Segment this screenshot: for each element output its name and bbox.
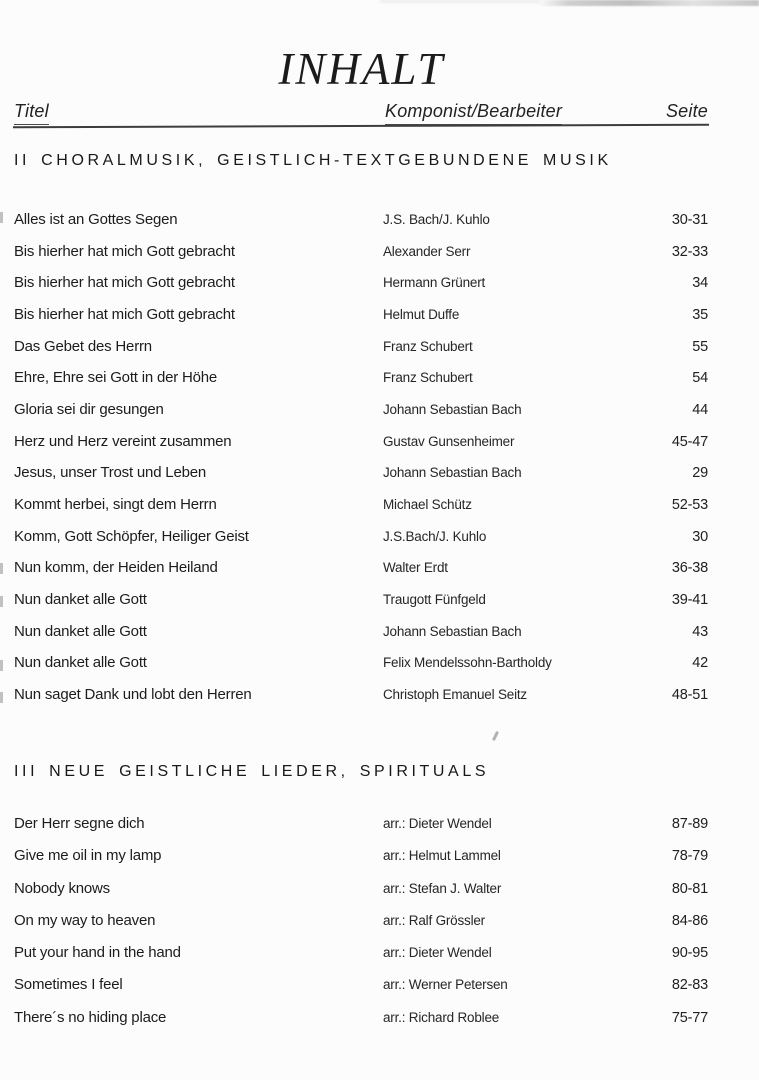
piece-title: Das Gebet des Herrn [14, 337, 152, 355]
composer-arranger: arr.: Richard Roblee [383, 1009, 500, 1025]
composer-arranger: Traugott Fünfgeld [383, 592, 486, 608]
composer-arranger: J.S.Bach/J. Kuhlo [383, 528, 487, 544]
composer-arranger: Franz Schubert [383, 338, 473, 354]
section-heading: II CHORALMUSIK, GEISTLICH-TEXTGEBUNDENE MUSIK [14, 152, 612, 169]
page-numbers: 80-81 [671, 880, 708, 897]
composer-arranger: arr.: Ralf Grössler [383, 912, 485, 928]
composer-arranger: Johann Sebastian Bach [383, 465, 522, 481]
piece-title: Bis hierher hat mich Gott gebracht [14, 274, 235, 292]
table-row [0, 912, 759, 944]
table-row [0, 496, 759, 528]
composer-arranger: Johann Sebastian Bach [383, 402, 522, 418]
page-numbers: 54 [692, 370, 708, 387]
composer-arranger: arr.: Dieter Wendel [383, 816, 492, 831]
scan-speck [492, 731, 499, 741]
piece-title: Nun danket alle Gott [14, 622, 147, 640]
table-row [0, 944, 759, 976]
column-header-seite: Seite [644, 101, 708, 125]
table-row [0, 243, 759, 275]
piece-title: Bis hierher hat mich Gott gebracht [14, 306, 235, 324]
piece-title: Ehre, Ehre sei Gott in der Höhe [14, 369, 218, 387]
piece-title: Jesus, unser Trost und Leben [14, 464, 207, 482]
table-row [0, 847, 759, 879]
table-row [0, 274, 759, 306]
page-numbers: 30 [692, 528, 708, 545]
piece-title: Gloria sei dir gesungen [14, 401, 164, 419]
composer-arranger: Michael Schütz [383, 497, 472, 513]
page-numbers: 48-51 [671, 687, 708, 704]
page-numbers: 42 [692, 655, 708, 672]
table-row [0, 528, 759, 560]
table-row [0, 976, 759, 1008]
column-header-komponist: Komponist/Bearbeiter [385, 101, 562, 125]
piece-title: Sometimes I feel [14, 976, 123, 994]
composer-arranger: Christoph Emanuel Seitz [383, 687, 527, 703]
page-title: INHALT [278, 44, 445, 95]
table-row [0, 1009, 759, 1041]
composer-arranger: arr.: Stefan J. Walter [383, 880, 502, 896]
piece-title: Give me oil in my lamp [14, 847, 162, 865]
page-numbers: 32-33 [671, 243, 708, 260]
table-row [0, 623, 759, 655]
table-row [0, 591, 759, 623]
page-numbers: 87-89 [671, 816, 708, 832]
composer-arranger: arr.: Helmut Lammel [383, 848, 501, 864]
page-numbers: 35 [692, 307, 708, 324]
page-numbers: 78-79 [671, 848, 708, 865]
piece-title: Nun danket alle Gott [14, 654, 147, 672]
page-numbers: 43 [692, 623, 708, 640]
piece-title: Put your hand in the hand [14, 944, 181, 962]
composer-arranger: Hermann Grünert [383, 275, 486, 291]
table-row [0, 815, 759, 847]
piece-title: There´s no hiding place [14, 1008, 167, 1026]
table-row [0, 306, 759, 338]
table-row [0, 211, 759, 243]
composer-arranger: Walter Erdt [383, 560, 448, 576]
piece-title: Bis hierher hat mich Gott gebracht [14, 242, 235, 260]
page-numbers: 44 [692, 402, 708, 419]
composer-arranger: Johann Sebastian Bach [383, 623, 522, 639]
piece-title: Der Herr segne dich [14, 815, 145, 832]
page-numbers: 39-41 [671, 592, 708, 609]
piece-title: Nobody knows [14, 879, 110, 897]
piece-title: Alles ist an Gottes Segen [14, 211, 178, 228]
table-row [0, 880, 759, 912]
composer-arranger: Franz Schubert [383, 370, 473, 386]
page-numbers: 75-77 [671, 1009, 708, 1026]
section-rows [0, 815, 759, 1041]
column-header-titel: Titel [14, 101, 49, 125]
table-row [0, 654, 759, 686]
table-row [0, 686, 759, 718]
page-numbers: 34 [692, 275, 708, 292]
piece-title: Komm, Gott Schöpfer, Heiliger Geist [14, 527, 249, 545]
page-numbers: 45-47 [671, 433, 708, 450]
table-row [0, 464, 759, 496]
composer-arranger: Helmut Duffe [383, 307, 460, 323]
piece-title: Kommt herbei, singt dem Herrn [14, 496, 217, 514]
column-header-row [0, 0, 759, 140]
header-rule-line [13, 124, 709, 128]
table-row [0, 433, 759, 465]
page-numbers: 82-83 [671, 977, 708, 994]
page-numbers: 30-31 [671, 212, 708, 228]
table-row [0, 559, 759, 591]
piece-title: Nun komm, der Heiden Heiland [14, 559, 218, 577]
section-heading: III NEUE GEISTLICHE LIEDER, SPIRITUALS [14, 763, 490, 780]
table-row [0, 401, 759, 433]
piece-title: On my way to heaven [14, 911, 156, 929]
page-numbers: 52-53 [671, 497, 708, 514]
page-numbers: 36-38 [671, 560, 708, 577]
table-row [0, 369, 759, 401]
composer-arranger: Gustav Gunsenheimer [383, 433, 515, 449]
page-numbers: 84-86 [671, 912, 708, 929]
page-numbers: 29 [692, 465, 708, 482]
page-numbers: 55 [692, 338, 708, 355]
page-numbers: 90-95 [671, 945, 708, 962]
piece-title: Herz und Herz vereint zusammen [14, 432, 232, 450]
composer-arranger: J.S. Bach/J. Kuhlo [383, 212, 490, 227]
composer-arranger: Alexander Serr [383, 243, 471, 259]
piece-title: Nun danket alle Gott [14, 591, 147, 609]
table-row [0, 338, 759, 370]
composer-arranger: arr.: Dieter Wendel [383, 945, 492, 961]
composer-arranger: arr.: Werner Petersen [383, 977, 508, 993]
composer-arranger: Felix Mendelssohn-Bartholdy [383, 655, 552, 671]
section-rows [0, 211, 759, 718]
piece-title: Nun saget Dank und lobt den Herren [14, 686, 252, 704]
